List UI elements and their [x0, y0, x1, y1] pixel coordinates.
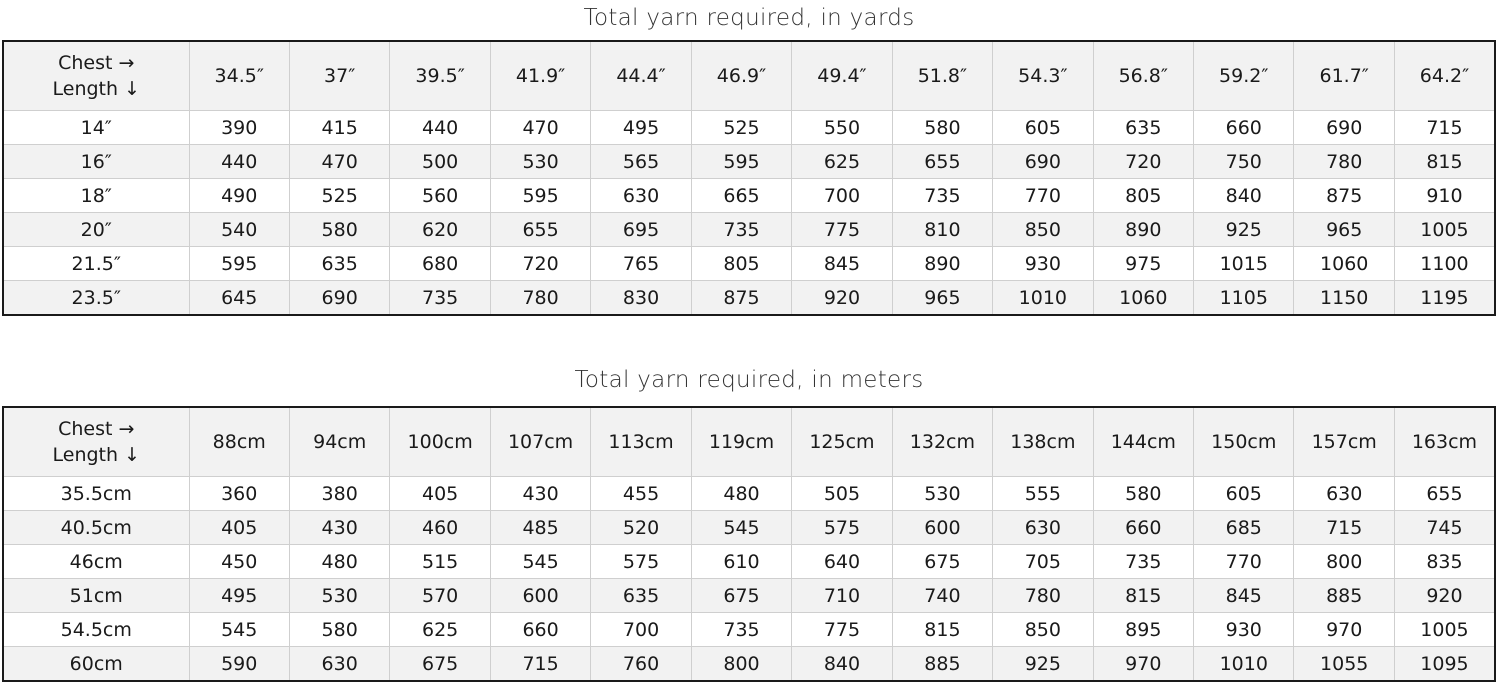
meters-section [2, 362, 1496, 682]
table-row [3, 111, 1495, 145]
yarn-amount-cell: 780 [993, 579, 1093, 613]
yarn-amount-cell: 875 [1294, 179, 1394, 213]
yarn-amount-cell: 885 [892, 647, 992, 682]
chest-size-header: 51.8″ [892, 41, 992, 111]
yarn-amount-cell: 920 [1394, 579, 1495, 613]
yarn-amount-cell: 765 [591, 247, 691, 281]
length-row-header: 20″ [3, 213, 189, 247]
yarn-amount-cell: 580 [289, 613, 389, 647]
yarn-amount-cell: 580 [892, 111, 992, 145]
chest-size-header: 46.9″ [691, 41, 791, 111]
yarn-amount-cell: 640 [792, 545, 892, 579]
yarn-amount-cell: 845 [1194, 579, 1294, 613]
yarn-amount-cell: 1005 [1394, 613, 1495, 647]
yarn-amount-cell: 560 [390, 179, 490, 213]
yarn-amount-cell: 840 [1194, 179, 1294, 213]
yarn-amount-cell: 470 [490, 111, 590, 145]
chest-size-header: 138cm [993, 407, 1093, 477]
yarn-amount-cell: 360 [189, 477, 289, 511]
yarn-amount-cell: 625 [390, 613, 490, 647]
yarn-amount-cell: 570 [390, 579, 490, 613]
yarn-amount-cell: 525 [289, 179, 389, 213]
yarn-amount-cell: 690 [289, 281, 389, 316]
yarn-amount-cell: 490 [189, 179, 289, 213]
yarn-amount-cell: 970 [1294, 613, 1394, 647]
yarn-amount-cell: 660 [1093, 511, 1193, 545]
yarn-amount-cell: 545 [490, 545, 590, 579]
yarn-amount-cell: 545 [189, 613, 289, 647]
yarn-amount-cell: 815 [892, 613, 992, 647]
yarn-amount-cell: 700 [591, 613, 691, 647]
yarn-amount-cell: 430 [490, 477, 590, 511]
yarn-amount-cell: 690 [993, 145, 1093, 179]
yarn-amount-cell: 515 [390, 545, 490, 579]
yarn-amount-cell: 875 [691, 281, 791, 316]
length-row-header: 60cm [3, 647, 189, 682]
chest-size-header: 61.7″ [1294, 41, 1394, 111]
chest-size-header: 100cm [390, 407, 490, 477]
yarn-amount-cell: 735 [691, 213, 791, 247]
yarn-amount-cell: 885 [1294, 579, 1394, 613]
yarn-amount-cell: 740 [892, 579, 992, 613]
yarn-amount-cell: 1060 [1294, 247, 1394, 281]
yarn-amount-cell: 690 [1294, 111, 1394, 145]
yarn-amount-cell: 635 [1093, 111, 1193, 145]
chest-size-header: 64.2″ [1394, 41, 1495, 111]
yarn-amount-cell: 715 [1294, 511, 1394, 545]
chest-size-header: 56.8″ [1093, 41, 1193, 111]
yarn-amount-cell: 405 [189, 511, 289, 545]
length-row-header: 46cm [3, 545, 189, 579]
yarn-amount-cell: 815 [1394, 145, 1495, 179]
yarn-amount-cell: 600 [490, 579, 590, 613]
yarn-amount-cell: 840 [792, 647, 892, 682]
meters-table-body [3, 477, 1495, 682]
length-axis-label: Length ↓ [52, 78, 140, 100]
yarn-amount-cell: 530 [892, 477, 992, 511]
length-row-header: 18″ [3, 179, 189, 213]
yarn-amount-cell: 525 [691, 111, 791, 145]
yarn-amount-cell: 575 [591, 545, 691, 579]
yarn-amount-cell: 530 [490, 145, 590, 179]
chest-size-header: 88cm [189, 407, 289, 477]
chest-size-header: 34.5″ [189, 41, 289, 111]
yarn-amount-cell: 480 [289, 545, 389, 579]
yarn-amount-cell: 1060 [1093, 281, 1193, 316]
yarn-amount-cell: 715 [1394, 111, 1495, 145]
yarn-amount-cell: 460 [390, 511, 490, 545]
table-row [3, 477, 1495, 511]
yarn-amount-cell: 680 [390, 247, 490, 281]
length-row-header: 14″ [3, 111, 189, 145]
yarn-amount-cell: 695 [591, 213, 691, 247]
yarn-amount-cell: 845 [792, 247, 892, 281]
yarn-amount-cell: 1100 [1394, 247, 1495, 281]
length-row-header: 16″ [3, 145, 189, 179]
length-row-header: 23.5″ [3, 281, 189, 316]
yarn-amount-cell: 750 [1194, 145, 1294, 179]
yarn-amount-cell: 480 [691, 477, 791, 511]
yarn-amount-cell: 495 [189, 579, 289, 613]
yarn-amount-cell: 850 [993, 213, 1093, 247]
table-row [3, 281, 1495, 316]
yarn-amount-cell: 450 [189, 545, 289, 579]
yarn-amount-cell: 630 [1294, 477, 1394, 511]
yarn-amount-cell: 380 [289, 477, 389, 511]
yarn-amount-cell: 710 [792, 579, 892, 613]
yarn-amount-cell: 595 [189, 247, 289, 281]
yarn-amount-cell: 775 [792, 613, 892, 647]
yarn-amount-cell: 415 [289, 111, 389, 145]
chest-size-header: 157cm [1294, 407, 1394, 477]
chest-size-header: 107cm [490, 407, 590, 477]
meters-table [2, 406, 1496, 682]
yarn-amount-cell: 610 [691, 545, 791, 579]
length-row-header: 51cm [3, 579, 189, 613]
table-row [3, 647, 1495, 682]
yarn-amount-cell: 590 [189, 647, 289, 682]
yarn-amount-cell: 405 [390, 477, 490, 511]
length-row-header: 35.5cm [3, 477, 189, 511]
yarn-amount-cell: 805 [1093, 179, 1193, 213]
yarn-amount-cell: 1015 [1194, 247, 1294, 281]
yarn-amount-cell: 655 [1394, 477, 1495, 511]
yarn-amount-cell: 660 [490, 613, 590, 647]
yarn-amount-cell: 770 [993, 179, 1093, 213]
yarn-amount-cell: 1055 [1294, 647, 1394, 682]
yarn-amount-cell: 520 [591, 511, 691, 545]
yarn-amount-cell: 440 [390, 111, 490, 145]
yarn-amount-cell: 745 [1394, 511, 1495, 545]
yarn-amount-cell: 660 [1194, 111, 1294, 145]
yarn-amount-cell: 575 [792, 511, 892, 545]
table-row [3, 247, 1495, 281]
chest-size-header: 41.9″ [490, 41, 590, 111]
length-row-header: 54.5cm [3, 613, 189, 647]
yarn-amount-cell: 735 [892, 179, 992, 213]
yards-section [2, 0, 1496, 316]
yarn-amount-cell: 455 [591, 477, 691, 511]
yarn-amount-cell: 555 [993, 477, 1093, 511]
yards-table [2, 40, 1496, 316]
meters-table-title: Total yarn required, in meters [574, 367, 924, 393]
yarn-amount-cell: 780 [1294, 145, 1394, 179]
yarn-amount-cell: 685 [1194, 511, 1294, 545]
yarn-amount-cell: 810 [892, 213, 992, 247]
chest-size-header: 49.4″ [792, 41, 892, 111]
chest-size-header: 39.5″ [390, 41, 490, 111]
table-row [3, 511, 1495, 545]
chest-size-header: 44.4″ [591, 41, 691, 111]
chest-size-header: 144cm [1093, 407, 1193, 477]
yarn-amount-cell: 890 [1093, 213, 1193, 247]
yarn-amount-cell: 675 [691, 579, 791, 613]
yarn-amount-cell: 655 [892, 145, 992, 179]
yarn-amount-cell: 735 [1093, 545, 1193, 579]
yarn-amount-cell: 910 [1394, 179, 1495, 213]
yarn-amount-cell: 655 [490, 213, 590, 247]
yards-table-body [3, 111, 1495, 316]
chest-size-header: 163cm [1394, 407, 1495, 477]
length-row-header: 40.5cm [3, 511, 189, 545]
yarn-amount-cell: 925 [993, 647, 1093, 682]
yarn-amount-cell: 595 [490, 179, 590, 213]
yarn-amount-cell: 720 [1093, 145, 1193, 179]
table-row [3, 213, 1495, 247]
yarn-amount-cell: 550 [792, 111, 892, 145]
yarn-amount-cell: 620 [390, 213, 490, 247]
chest-size-header: 59.2″ [1194, 41, 1294, 111]
yarn-amount-cell: 595 [691, 145, 791, 179]
yards-table-title: Total yarn required, in yards [583, 5, 915, 31]
yarn-amount-cell: 735 [390, 281, 490, 316]
yarn-amount-cell: 895 [1093, 613, 1193, 647]
yarn-amount-cell: 665 [691, 179, 791, 213]
yarn-amount-cell: 925 [1194, 213, 1294, 247]
table-row [3, 579, 1495, 613]
yarn-amount-cell: 545 [691, 511, 791, 545]
yarn-amount-cell: 470 [289, 145, 389, 179]
table-row [3, 179, 1495, 213]
yarn-amount-cell: 630 [289, 647, 389, 682]
length-row-header: 21.5″ [3, 247, 189, 281]
yarn-amount-cell: 970 [1093, 647, 1193, 682]
table-row [3, 145, 1495, 179]
yarn-amount-cell: 430 [289, 511, 389, 545]
meters-corner-header [3, 407, 189, 477]
yarn-amount-cell: 485 [490, 511, 590, 545]
yarn-amount-cell: 1095 [1394, 647, 1495, 682]
yarn-amount-cell: 835 [1394, 545, 1495, 579]
yarn-amount-cell: 580 [1093, 477, 1193, 511]
meters-header-row [3, 407, 1495, 477]
yarn-amount-cell: 530 [289, 579, 389, 613]
yards-corner-header [3, 41, 189, 111]
chest-size-header: 94cm [289, 407, 389, 477]
yarn-amount-cell: 630 [591, 179, 691, 213]
yarn-amount-cell: 700 [792, 179, 892, 213]
yarn-amount-cell: 1005 [1394, 213, 1495, 247]
yarn-amount-cell: 645 [189, 281, 289, 316]
yarn-amount-cell: 815 [1093, 579, 1193, 613]
yarn-amount-cell: 805 [691, 247, 791, 281]
yarn-amount-cell: 735 [691, 613, 791, 647]
yarn-amount-cell: 975 [1093, 247, 1193, 281]
yarn-amount-cell: 505 [792, 477, 892, 511]
chest-size-header: 119cm [691, 407, 791, 477]
yarn-amount-cell: 800 [1294, 545, 1394, 579]
yarn-amount-cell: 920 [792, 281, 892, 316]
yarn-amount-cell: 850 [993, 613, 1093, 647]
yarn-amount-cell: 715 [490, 647, 590, 682]
yarn-amount-cell: 775 [792, 213, 892, 247]
yarn-amount-cell: 540 [189, 213, 289, 247]
yarn-amount-cell: 705 [993, 545, 1093, 579]
yarn-amount-cell: 1010 [993, 281, 1093, 316]
yarn-amount-cell: 500 [390, 145, 490, 179]
yarn-amount-cell: 495 [591, 111, 691, 145]
yarn-amount-cell: 675 [892, 545, 992, 579]
length-axis-label: Length ↓ [52, 444, 140, 466]
chest-axis-label: Chest → [58, 52, 135, 74]
yarn-amount-cell: 565 [591, 145, 691, 179]
chest-axis-label: Chest → [58, 418, 135, 440]
yarn-amount-cell: 1195 [1394, 281, 1495, 316]
yarn-amount-cell: 770 [1194, 545, 1294, 579]
yarn-amount-cell: 800 [691, 647, 791, 682]
yarn-amount-cell: 830 [591, 281, 691, 316]
yarn-amount-cell: 605 [1194, 477, 1294, 511]
yarn-amount-cell: 1010 [1194, 647, 1294, 682]
yarn-amount-cell: 630 [993, 511, 1093, 545]
yarn-amount-cell: 635 [289, 247, 389, 281]
chest-size-header: 54.3″ [993, 41, 1093, 111]
yarn-amount-cell: 930 [1194, 613, 1294, 647]
chest-size-header: 150cm [1194, 407, 1294, 477]
yarn-amount-cell: 1150 [1294, 281, 1394, 316]
yarn-amount-cell: 600 [892, 511, 992, 545]
table-row [3, 613, 1495, 647]
chest-size-header: 37″ [289, 41, 389, 111]
chest-size-header: 125cm [792, 407, 892, 477]
chest-size-header: 113cm [591, 407, 691, 477]
yarn-amount-cell: 1105 [1194, 281, 1294, 316]
yarn-amount-cell: 440 [189, 145, 289, 179]
yarn-amount-cell: 760 [591, 647, 691, 682]
yarn-amount-cell: 635 [591, 579, 691, 613]
yarn-amount-cell: 930 [993, 247, 1093, 281]
yarn-amount-cell: 675 [390, 647, 490, 682]
yarn-amount-cell: 580 [289, 213, 389, 247]
chest-size-header: 132cm [892, 407, 992, 477]
yarn-amount-cell: 965 [892, 281, 992, 316]
yarn-amount-cell: 780 [490, 281, 590, 316]
yarn-amount-cell: 390 [189, 111, 289, 145]
yarn-amount-cell: 890 [892, 247, 992, 281]
yarn-amount-cell: 625 [792, 145, 892, 179]
yarn-amount-cell: 720 [490, 247, 590, 281]
table-row [3, 545, 1495, 579]
yarn-amount-cell: 605 [993, 111, 1093, 145]
yards-header-row [3, 41, 1495, 111]
yarn-amount-cell: 965 [1294, 213, 1394, 247]
